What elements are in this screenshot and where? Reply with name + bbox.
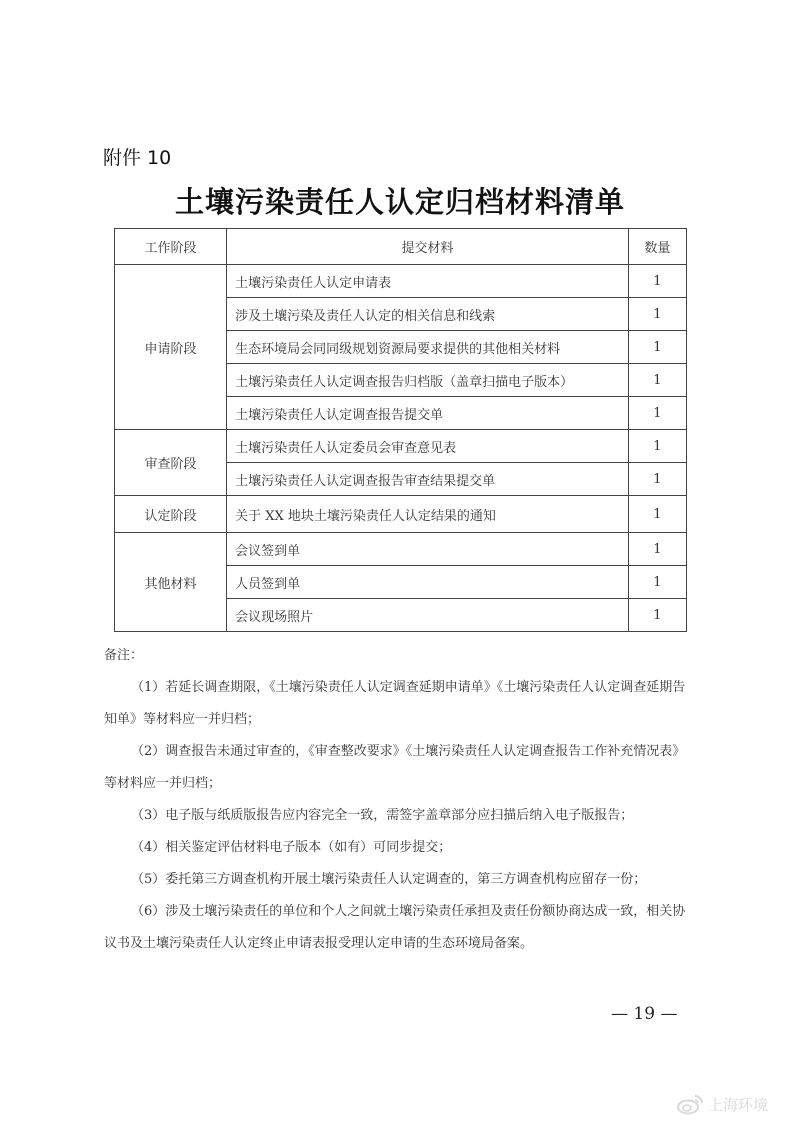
table-row [115, 533, 687, 566]
notes-heading: 备注： [104, 648, 144, 663]
quantity-cell: 1 [628, 397, 686, 430]
page-number: — 19 — [611, 1004, 678, 1024]
watermark-text: 上海环境 [708, 1095, 769, 1114]
material-cell: 土壤污染责任人认定调查报告归档版（盖章扫描电子版本） [227, 364, 629, 397]
note-item: （5）委托第三方调查机构开展土壤污染责任人认定调查的，第三方调查机构应留存一份； [131, 872, 647, 887]
document-title: 土壤污染责任人认定归档材料清单 [174, 185, 625, 219]
quantity-cell: 1 [628, 298, 686, 331]
stage-cell: 申请阶段 [115, 265, 227, 430]
quantity-cell: 1 [628, 430, 686, 463]
material-cell: 人员签到单 [227, 566, 629, 599]
table-row [115, 265, 687, 298]
material-cell: 土壤污染责任人认定调查报告审查结果提交单 [227, 463, 629, 496]
quantity-cell: 1 [628, 364, 686, 397]
quantity-cell: 1 [628, 331, 686, 364]
note-item: （6）涉及土壤污染责任的单位和个人之间就土壤污染责任承担及责任份额协商达成一致，相关协议书及土壤污染责任人认定终止申请表报受理认定申请的生态环境局备案。 [104, 904, 686, 951]
materials-table [114, 228, 687, 632]
material-cell: 关于 XX 地块土壤污染责任人认定结果的通知 [227, 496, 629, 533]
table-header-row [115, 229, 687, 265]
material-cell: 会议签到单 [227, 533, 629, 566]
stage-cell: 其他材料 [115, 533, 227, 632]
header-stage: 工作阶段 [115, 229, 227, 265]
header-quantity: 数量 [628, 229, 686, 265]
table-row [115, 496, 687, 533]
notes-section [104, 640, 694, 960]
weibo-icon [676, 1093, 704, 1115]
material-cell: 生态环境局会同同级规划资源局要求提供的其他相关材料 [227, 331, 629, 364]
material-cell: 土壤污染责任人认定申请表 [227, 265, 629, 298]
material-cell: 土壤污染责任人认定调查报告提交单 [227, 397, 629, 430]
note-item: （3）电子版与纸质版报告应内容完全一致，需签字盖章部分应扫描后纳入电子版报告； [131, 808, 634, 823]
quantity-cell: 1 [628, 533, 686, 566]
attachment-label: 附件 10 [103, 147, 172, 169]
quantity-cell: 1 [628, 599, 686, 632]
note-item: （2）调查报告未通过审查的，《审查整改要求》《土壤污染责任人认定调查报告工作补充情况表》等材料应一并归档； [104, 744, 686, 791]
material-cell: 会议现场照片 [227, 599, 629, 632]
note-item: （1）若延长调查期限，《土壤污染责任人认定调查延期申请单》《土壤污染责任人认定调查延期告知单》等材料应一并归档； [104, 680, 686, 727]
stage-cell: 认定阶段 [115, 496, 227, 533]
table-row [115, 430, 687, 463]
note-item: （4）相关鉴定评估材料电子版本（如有）可同步提交； [131, 840, 452, 855]
watermark [676, 1093, 768, 1115]
material-cell: 土壤污染责任人认定委员会审查意见表 [227, 430, 629, 463]
quantity-cell: 1 [628, 566, 686, 599]
stage-cell: 审查阶段 [115, 430, 227, 496]
header-material: 提交材料 [227, 229, 629, 265]
quantity-cell: 1 [628, 265, 686, 298]
quantity-cell: 1 [628, 463, 686, 496]
material-cell: 涉及土壤污染及责任人认定的相关信息和线索 [227, 298, 629, 331]
quantity-cell: 1 [628, 496, 686, 533]
